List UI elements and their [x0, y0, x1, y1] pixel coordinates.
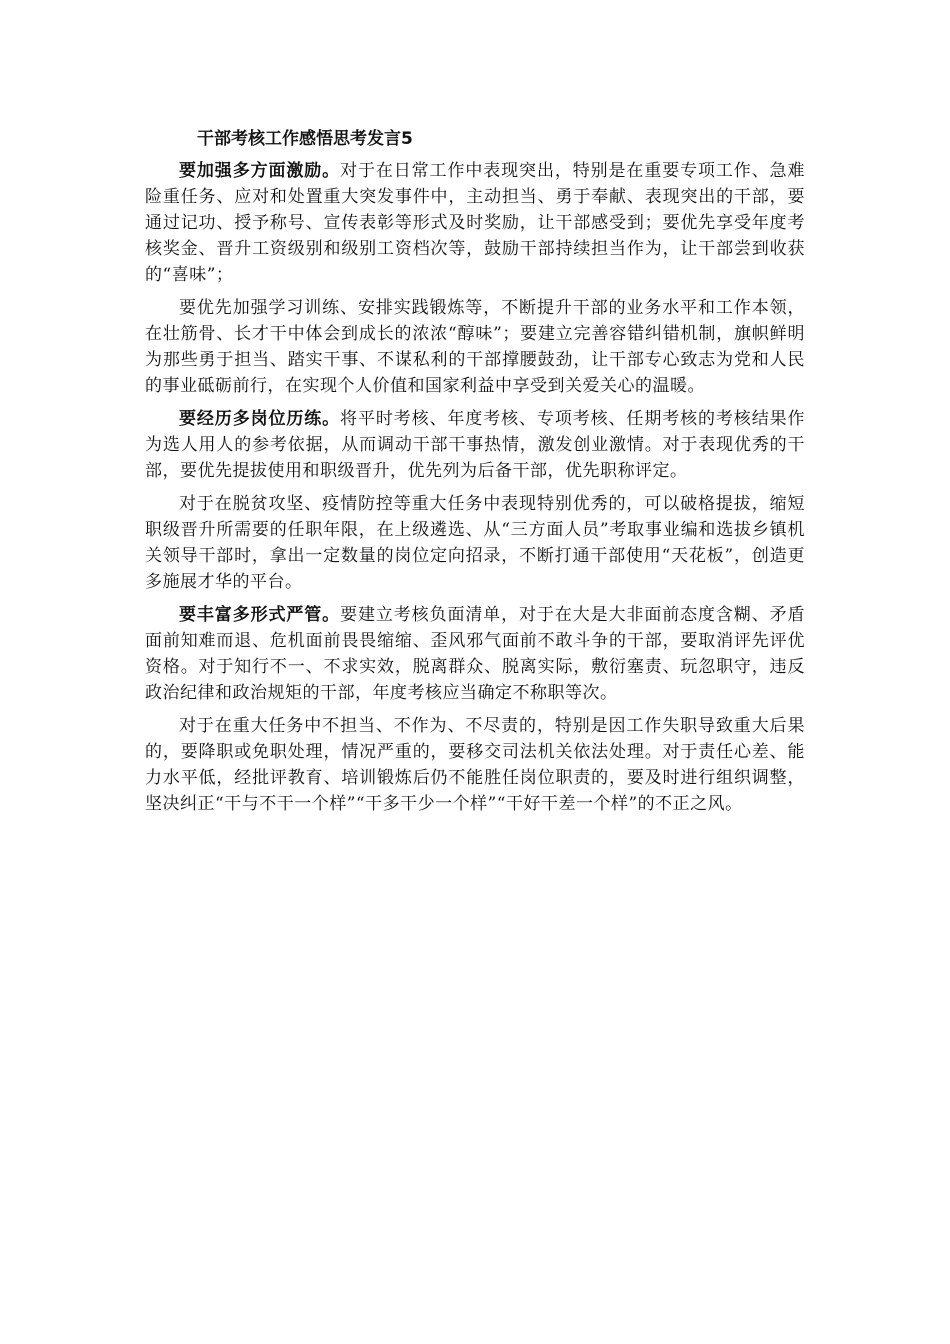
- paragraph-text: 要建立考核负面清单，对于在大是大非面前态度含糊、矛盾面前知难而退、危机面前畏畏缩缩、歪风邪气面前不敢斗争的干部，要取消评先评优资格。对于知行不一、不求实效，脱离群众、脱离实际，敷衍塞责、玩忽职守，违反政治纪律和政治规矩的干部，年度考核应当确定不称职等次。: [145, 605, 806, 703]
- paragraph-text: 要优先加强学习训练、安排实践锻炼等，不断提升干部的业务水平和工作本领，在壮筋骨、长才干中体会到成长的浓浓“醇味”；要建立完善容错纠错机制，旗帜鲜明为那些勇于担当、踏实干事、不谋私利的干部撑腰鼓劲，让干部专心致志为党和人民的事业砥砺前行，在实现个人价值和国家利益中享受到关爱关心的温暖。: [145, 298, 805, 396]
- paragraph-lead: 要经历多岗位历练。: [179, 409, 341, 429]
- paragraph-lead: 要丰富多形式严管。: [179, 605, 341, 625]
- paragraph-lead: 要加强多方面激励。: [179, 161, 341, 181]
- paragraph-text: 将平时考核、年度考核、专项考核、任期考核的考核结果作为选人用人的参考依据，从而调动干部干事热情，激发创业激情。对于表现优秀的干部，要优先提拔使用和职级晋升，优先列为后备干部，优先职称评定。: [145, 409, 806, 481]
- document-title: 干部考核工作感悟思考发言5: [197, 129, 413, 149]
- paragraph-2: [145, 295, 805, 399]
- paragraph-6: [145, 713, 805, 817]
- paragraph-text: 对于在脱贫攻坚、疫情防控等重大任务中表现特别优秀的，可以破格提拔，缩短职级晋升所需要的任职年限，在上级遴选、从“三方面人员”考取事业编和选拔乡镇机关领导干部时，拿出一定数量的岗位定向招录，不断打通干部使用“天花板”，创造更多施展才华的平台。: [145, 494, 805, 592]
- paragraph-3: [145, 406, 805, 484]
- document-page: [145, 126, 805, 824]
- paragraph-text: 对于在重大任务中不担当、不作为、不尽责的，特别是因工作失职导致重大后果的，要降职或免职处理，情况严重的，要移交司法机关依法处理。对于责任心差、能力水平低，经批评教育、培训锻炼后仍不能胜任岗位职责的，要及时进行组织调整，坚决纠正“干与不干一个样”“干多干少一个样”“干好干差一个样”的不正之风。: [145, 716, 805, 814]
- paragraph-text: 对于在日常工作中表现突出，特别是在重要专项工作、急难险重任务、应对和处置重大突发事件中，主动担当、勇于奉献、表现突出的干部，要通过记功、授予称号、宣传表彰等形式及时奖励，让干部感受到；要优先享受年度考核奖金、晋升工资级别和级别工资档次等，鼓励干部持续担当作为，让干部尝到收获的“喜味”；: [145, 161, 806, 285]
- paragraph-5: [145, 602, 805, 706]
- paragraph-4: [145, 491, 805, 595]
- paragraph-1: [145, 158, 805, 288]
